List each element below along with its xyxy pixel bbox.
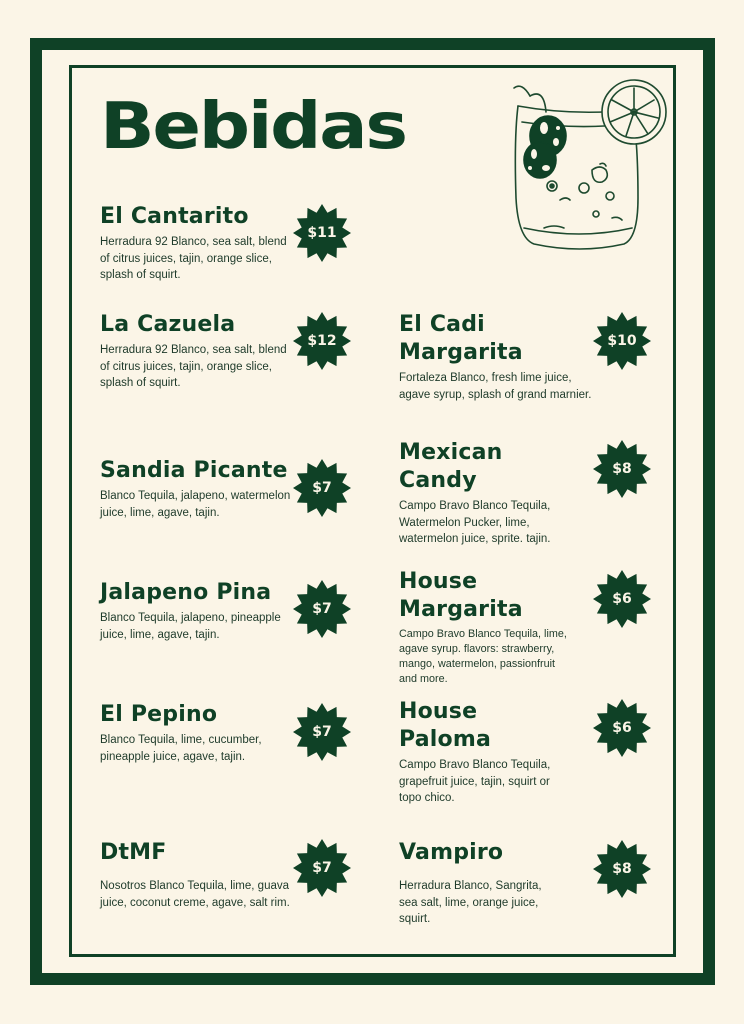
price-badge (293, 580, 351, 638)
menu-item (100, 579, 295, 643)
price-label: $6 (612, 591, 632, 607)
item-description: Blanco Tequila, jalapeno, pineapple juice, lime, agave, tajin. (100, 612, 281, 641)
item-name: El Cadi Margarita (399, 312, 523, 365)
item-description: Campo Bravo Blanco Tequila, Watermelon Pucker, lime, watermelon juice, sprite. tajin. (399, 500, 551, 545)
item-description: Herradura 92 Blanco, sea salt, blend of citrus juices, tajin, orange slice, splash of squirt. (100, 344, 287, 389)
price-badge (293, 204, 351, 262)
price-badge (593, 440, 651, 498)
price-badge (593, 840, 651, 898)
price-label: $8 (612, 461, 632, 477)
price-label: $7 (312, 480, 332, 496)
price-label: $10 (607, 333, 637, 349)
menu-item (399, 839, 549, 928)
price-badge (593, 699, 651, 757)
item-description: Blanco Tequila, jalapeno, watermelon juice, lime, agave, tajin. (100, 490, 291, 519)
item-name: Vampiro (399, 840, 504, 865)
price-label: $12 (307, 333, 337, 349)
price-label: $11 (307, 225, 337, 241)
item-description: Herradura Blanco, Sangrita, sea salt, lime, orange juice, squirt. (399, 880, 542, 925)
price-badge (593, 312, 651, 370)
item-name: El Pepino (100, 702, 218, 727)
menu-item (100, 203, 295, 284)
price-badge (293, 839, 351, 897)
item-description: Campo Bravo Blanco Tequila, grapefruit juice, tajin, squirt or topo chico. (399, 759, 551, 804)
item-description: Fortaleza Blanco, fresh lime juice, agave syrup, splash of grand marnier. (399, 372, 592, 401)
item-description: Blanco Tequila, lime, cucumber, pineapple juice, agave, tajin. (100, 734, 262, 763)
item-name: House Paloma (399, 699, 492, 752)
item-name: El Cantarito (100, 204, 249, 229)
price-badge (293, 703, 351, 761)
menu-item (399, 568, 569, 687)
price-badge (293, 459, 351, 517)
menu-item (100, 701, 295, 765)
item-name: Mexican Candy (399, 440, 503, 493)
item-description: Nosotros Blanco Tequila, lime, guava juice, coconut creme, agave, salt rim. (100, 880, 290, 909)
item-description: Campo Bravo Blanco Tequila, lime, agave syrup. flavors: strawberry, mango, watermelon, passionfruit and more. (399, 628, 567, 685)
menu-item (100, 311, 295, 392)
menu-item (399, 311, 594, 403)
menu-item (100, 457, 295, 521)
price-badge (593, 570, 651, 628)
price-label: $7 (312, 601, 332, 617)
item-name: House Margarita (399, 569, 523, 622)
cocktail-glass-icon (500, 78, 672, 256)
price-label: $6 (612, 720, 632, 736)
item-name: Jalapeno Pina (100, 580, 272, 605)
price-badge (293, 312, 351, 370)
price-label: $7 (312, 860, 332, 876)
menu-item (100, 839, 295, 911)
menu-item (399, 439, 559, 548)
item-name: DtMF (100, 840, 167, 865)
menu-title: Bebidas (100, 90, 406, 164)
item-description: Herradura 92 Blanco, sea salt, blend of citrus juices, tajin, orange slice, splash of squirt. (100, 236, 287, 281)
menu-item (399, 698, 569, 807)
item-name: Sandia Picante (100, 458, 288, 483)
price-label: $7 (312, 724, 332, 740)
item-name: La Cazuela (100, 312, 236, 337)
price-label: $8 (612, 861, 632, 877)
